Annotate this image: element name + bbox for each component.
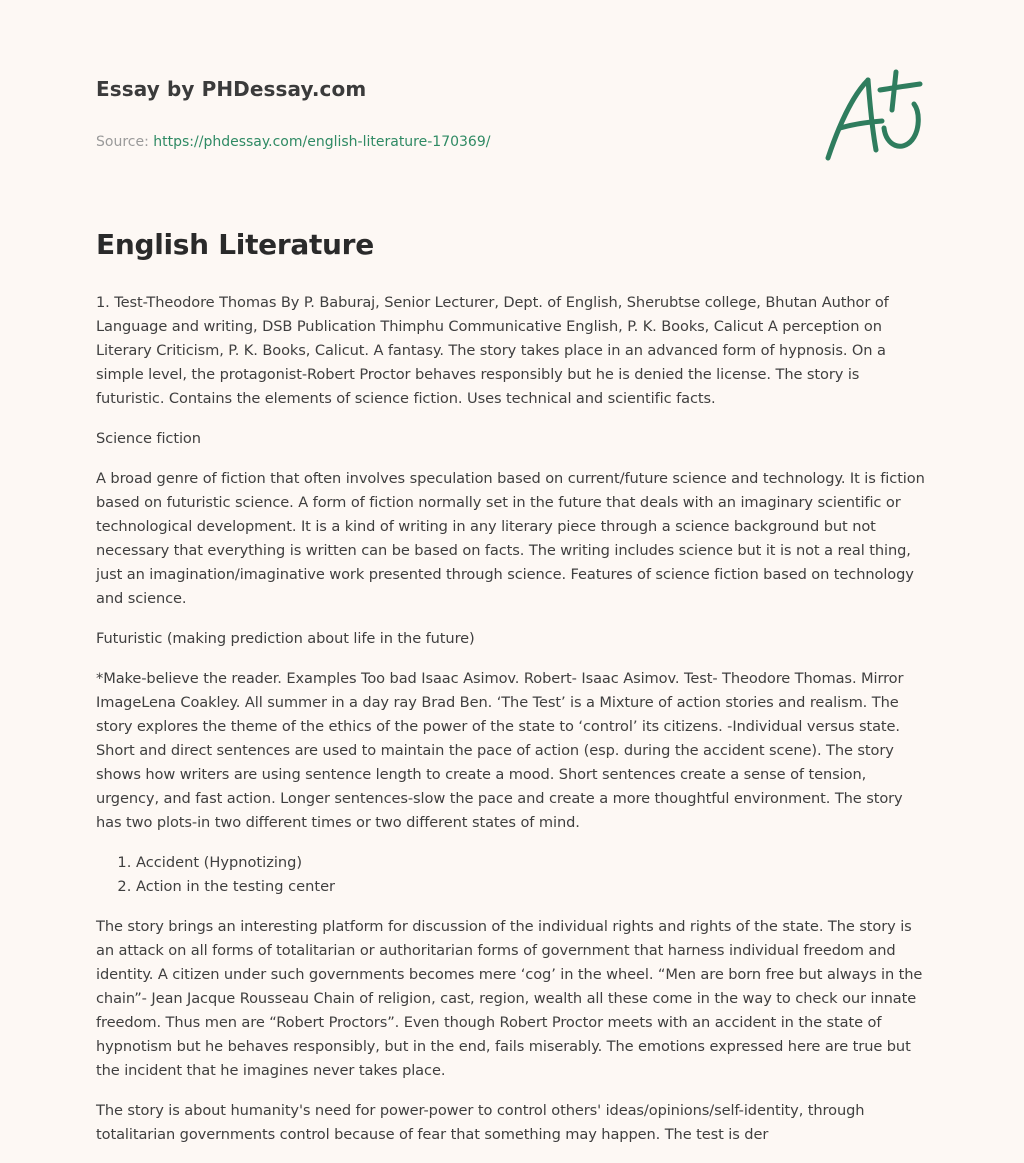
list-item: 2. Action in the testing center xyxy=(136,875,932,899)
a-plus-grade-icon xyxy=(820,66,930,166)
source-link[interactable]: https://phdessay.com/english-literature-170369/ xyxy=(153,134,491,150)
document-title: English Literature xyxy=(96,228,374,261)
paragraph: Science fiction xyxy=(96,430,201,447)
paragraph: The story brings an interesting platform for discussion of the individual rights and rights of the state. The story is an attack on all forms of totalitarian or authoritarian forms of government that harness individual freedom and identity. A citizen under such governments becomes mere ‘cog’ in the wheel. “Men are born free but always in the chain”- Jean Jacque Rousseau Chain of religion, cast, region, wealth all these come in the way to check our innate freedom. Thus men are “Robert Proctors”. Even though Robert Proctor meets with an accident in the state of hypnotism but he behaves responsibly, but in the end, fails miserably. The emotions expressed here are true but the incident that he imagines never takes place. xyxy=(96,918,923,1079)
site-title: Essay by PHDessay.com xyxy=(96,77,367,101)
paragraph: The story is about humanity's need for power-power to control others' ideas/opinions/self-identity, through totalitarian governments control because of fear that something may happen. The test is der xyxy=(96,1102,865,1143)
source-label: Source: xyxy=(96,134,149,150)
list-item: 1. Accident (Hypnotizing) xyxy=(136,851,932,875)
paragraph: *Make-believe the reader. Examples Too bad Isaac Asimov. Robert- Isaac Asimov. Test- Theodore Thomas. Mirror ImageLena Coakley. All summer in a day ray Brad Ben. ‘The Test’ is a Mixture of action stories and realism. The story explores the theme of the ethics of the power of the state to ‘control’ its citizens. -Individual versus state. Short and direct sentences are used to maintain the pace of action (esp. during the accident scene). The story shows how writers are using sentence length to create a mood. Short sentences create a sense of tension, urgency, and fast action. Longer sentences-slow the pace and create a more thoughtful environment. The story has two plots-in two different times or two different states of mind. xyxy=(96,670,904,831)
source-line xyxy=(96,132,796,152)
paragraph: Futuristic (making prediction about life in the future) xyxy=(96,630,475,647)
numbered-list xyxy=(96,851,932,899)
paragraph: 1. Test-Theodore Thomas By P. Baburaj, Senior Lecturer, Dept. of English, Sherubtse college, Bhutan Author of Language and writing, DSB Publication Thimphu Communicative English, P. K. Books, Calicut A perception on Literary Criticism, P. K. Books, Calicut. A fantasy. The story takes place in an advanced form of hypnosis. On a simple level, the protagonist-Robert Proctor behaves responsibly but he is denied the license. The story is futuristic. Contains the elements of science fiction. Uses technical and scientific facts. xyxy=(96,294,889,407)
page-header xyxy=(96,74,796,152)
paragraph: A broad genre of fiction that often involves speculation based on current/future science and technology. It is fiction based on futuristic science. A form of fiction normally set in the future that deals with an imaginary scientific or technological development. It is a kind of writing in any literary piece through a science background but not necessary that everything is written can be based on facts. The writing includes science but it is not a real thing, just an imagination/imaginative work presented through science. Features of science fiction based on technology and science. xyxy=(96,470,925,607)
document-body xyxy=(96,225,932,1163)
